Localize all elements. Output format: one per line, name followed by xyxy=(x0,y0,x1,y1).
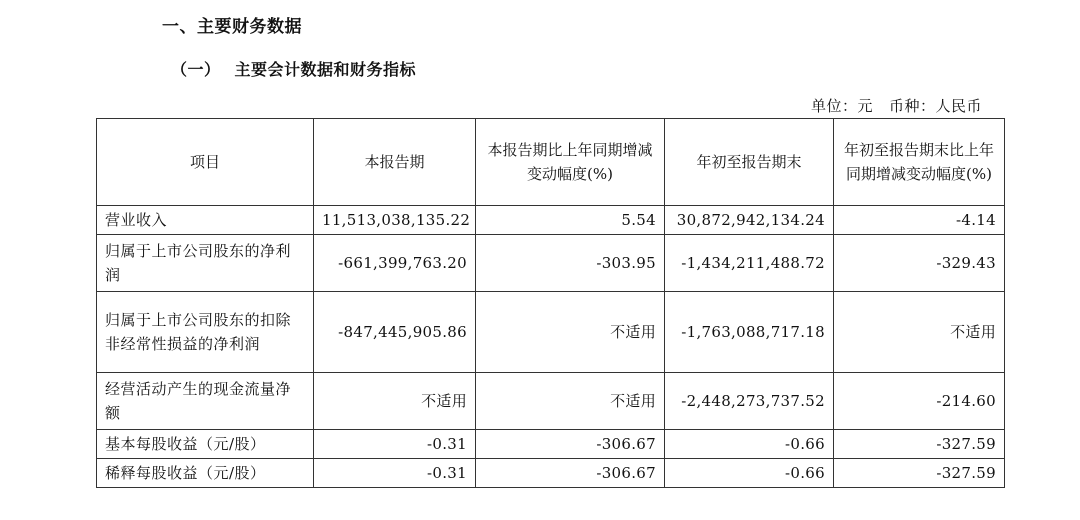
row-ytd-change: -214.60 xyxy=(834,373,1005,430)
section-heading: 一、主要财务数据 xyxy=(162,17,302,37)
row-current: -0.31 xyxy=(314,430,476,459)
row-item: 归属于上市公司股东的扣除非经常性损益的净利润 xyxy=(97,292,314,373)
row-current-change: -303.95 xyxy=(476,235,665,292)
row-item: 稀释每股收益（元/股） xyxy=(97,459,314,488)
financial-data-table xyxy=(96,118,1005,488)
header-current-change: 本报告期比上年同期增减变动幅度(%) xyxy=(476,119,665,206)
table-header-row xyxy=(97,119,1005,206)
row-item: 归属于上市公司股东的净利润 xyxy=(97,235,314,292)
subsection-number: （一） xyxy=(171,60,221,79)
row-current-change: 不适用 xyxy=(476,373,665,430)
row-current: 11,513,038,135.22 xyxy=(314,206,476,235)
row-current: -0.31 xyxy=(314,459,476,488)
table-row xyxy=(97,430,1005,459)
table-row xyxy=(97,292,1005,373)
unit-note xyxy=(811,95,982,116)
row-ytd: -1,763,088,717.18 xyxy=(665,292,834,373)
header-ytd: 年初至报告期末 xyxy=(665,119,834,206)
subsection-title: 主要会计数据和财务指标 xyxy=(234,60,417,79)
subsection-heading xyxy=(171,57,416,80)
row-current-change: 5.54 xyxy=(476,206,665,235)
row-ytd: -1,434,211,488.72 xyxy=(665,235,834,292)
row-current: 不适用 xyxy=(314,373,476,430)
row-current-change: 不适用 xyxy=(476,292,665,373)
row-ytd: -0.66 xyxy=(665,430,834,459)
table-row xyxy=(97,235,1005,292)
row-ytd-change: -329.43 xyxy=(834,235,1005,292)
row-current: -661,399,763.20 xyxy=(314,235,476,292)
row-ytd-change: -4.14 xyxy=(834,206,1005,235)
currency-label: 币种：人民币 xyxy=(888,97,982,115)
row-ytd: 30,872,942,134.24 xyxy=(665,206,834,235)
table-row xyxy=(97,373,1005,430)
table-row xyxy=(97,459,1005,488)
header-item: 项目 xyxy=(97,119,314,206)
row-ytd: -0.66 xyxy=(665,459,834,488)
table-row xyxy=(97,206,1005,235)
row-item: 营业收入 xyxy=(97,206,314,235)
row-ytd-change: 不适用 xyxy=(834,292,1005,373)
header-ytd-change: 年初至报告期末比上年同期增减变动幅度(%) xyxy=(834,119,1005,206)
row-current: -847,445,905.86 xyxy=(314,292,476,373)
row-item: 经营活动产生的现金流量净额 xyxy=(97,373,314,430)
row-current-change: -306.67 xyxy=(476,459,665,488)
row-ytd-change: -327.59 xyxy=(834,459,1005,488)
header-current-period: 本报告期 xyxy=(314,119,476,206)
row-current-change: -306.67 xyxy=(476,430,665,459)
row-item: 基本每股收益（元/股） xyxy=(97,430,314,459)
row-ytd-change: -327.59 xyxy=(834,430,1005,459)
unit-label: 单位：元 xyxy=(810,97,873,115)
row-ytd: -2,448,273,737.52 xyxy=(665,373,834,430)
